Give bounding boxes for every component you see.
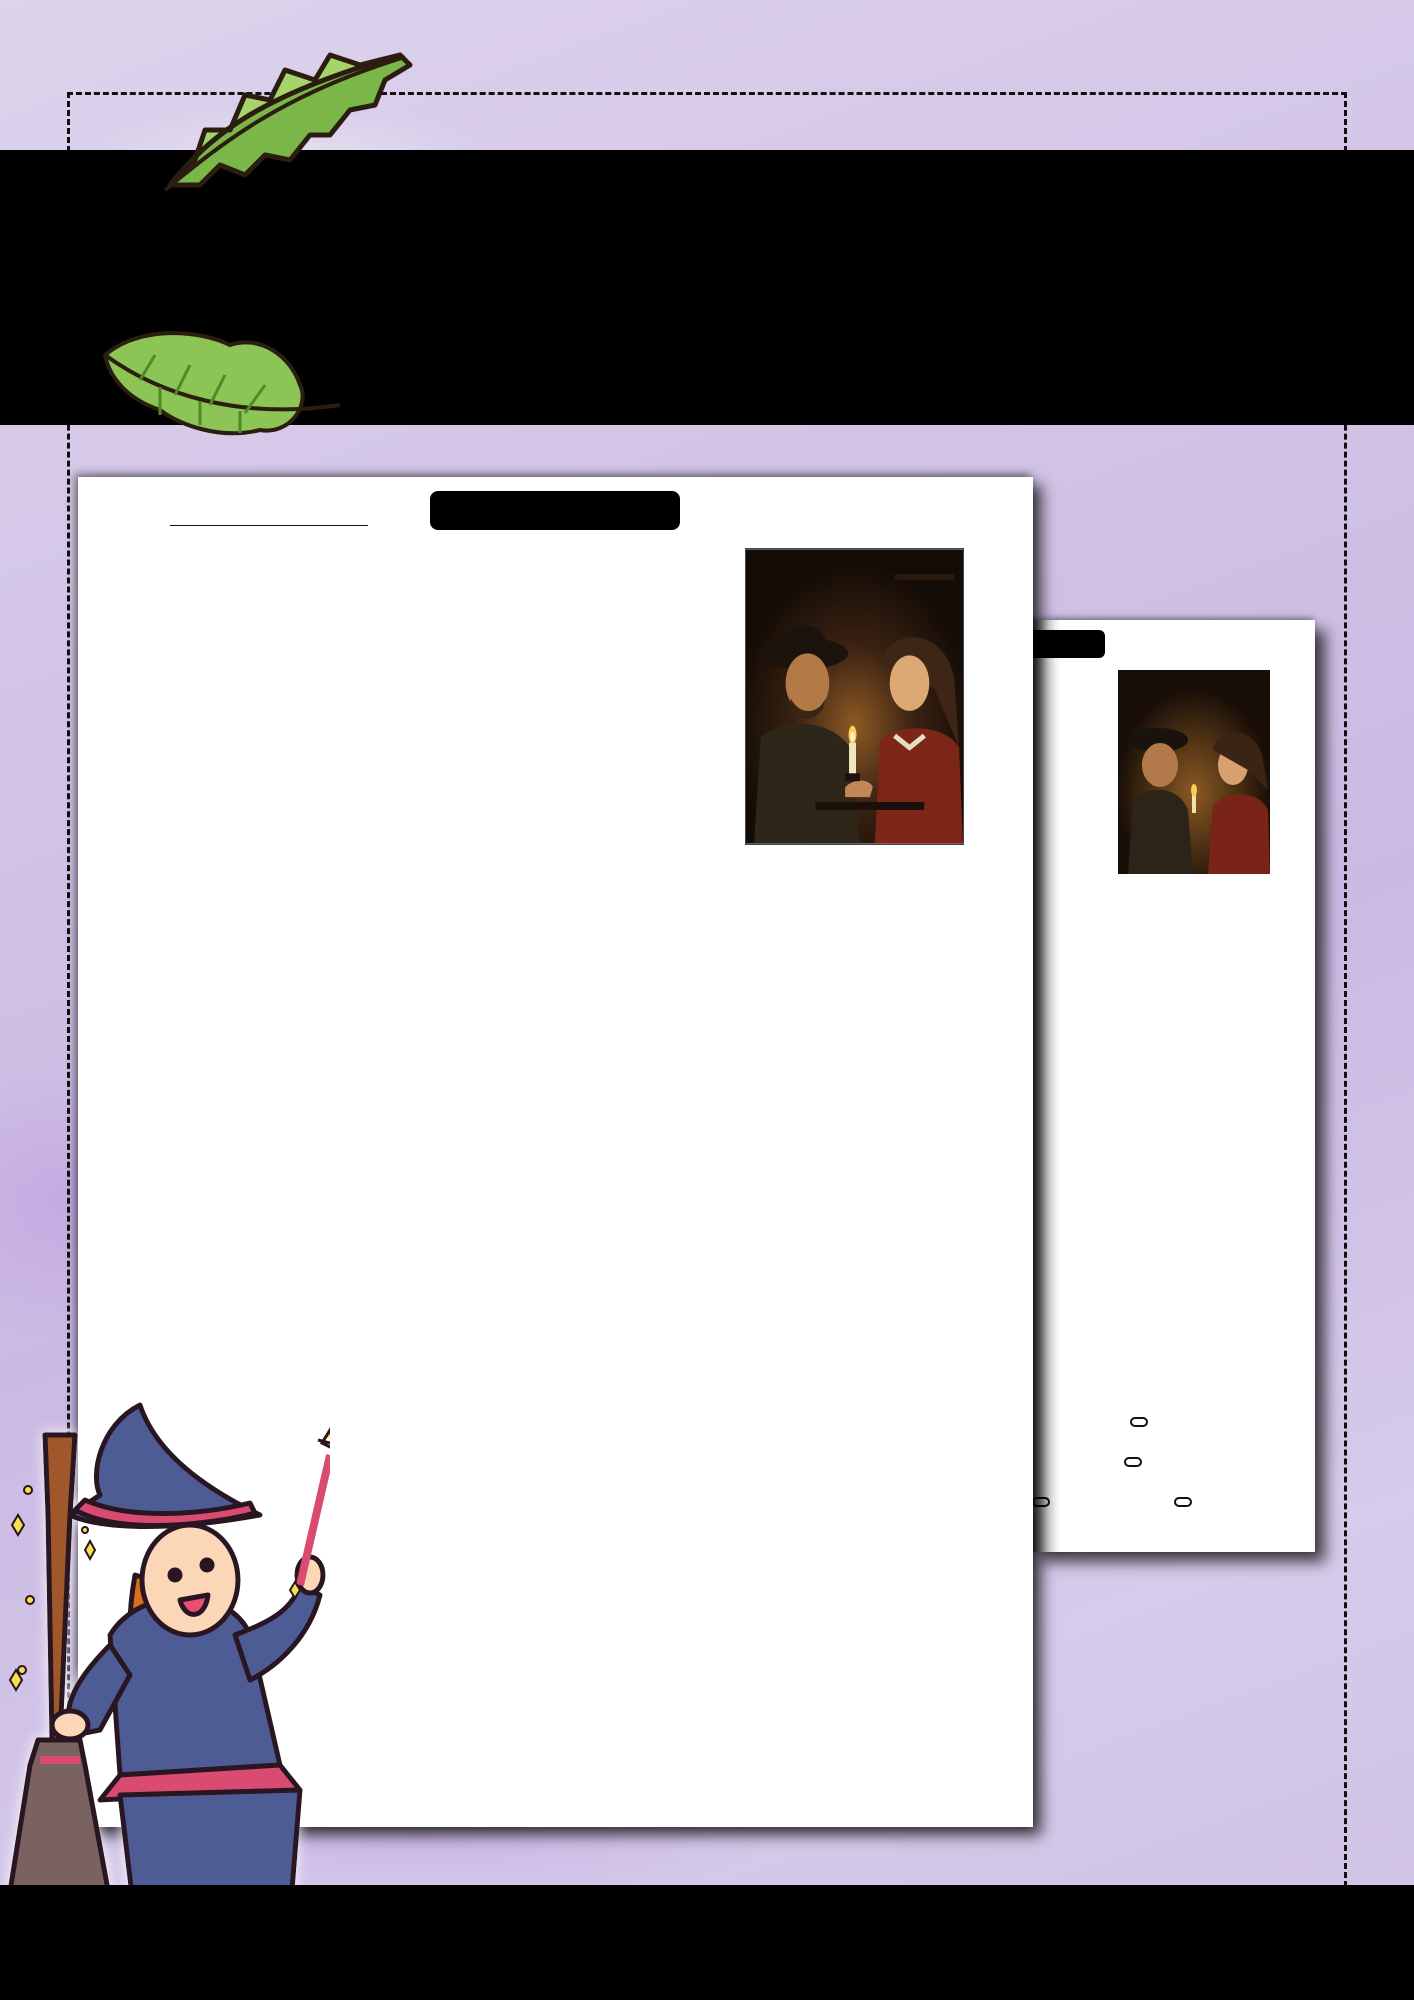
solution-sheet	[1030, 620, 1315, 1552]
solution-word-chip	[1124, 1457, 1142, 1467]
painting-image	[1118, 670, 1270, 874]
solution-word-chip	[1174, 1497, 1192, 1507]
leaf-icon	[100, 325, 350, 445]
painting-image	[745, 548, 964, 845]
worksheet-tag	[430, 491, 680, 530]
solution-sheet-shadow	[1030, 620, 1060, 1552]
banana-leaf-icon	[160, 35, 430, 195]
name-field[interactable]	[170, 525, 368, 526]
solution-word-chip	[1130, 1417, 1148, 1427]
footer-band	[0, 1885, 1414, 2000]
